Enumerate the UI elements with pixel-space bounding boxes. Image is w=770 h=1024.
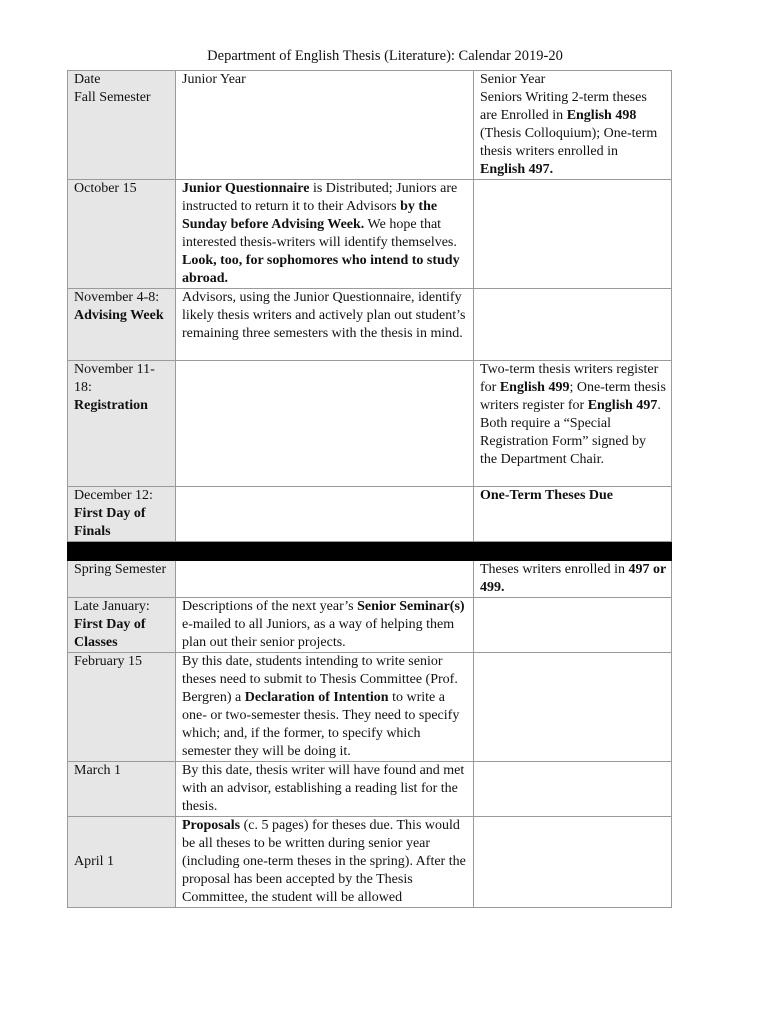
spring-semester-label: Spring Semester [74,562,167,577]
senior-bold: English 499 [499,380,570,395]
date-event-label: Registration [74,398,148,413]
senior-cell [474,817,672,908]
junior-text: By this date, students intending to write senior theses need to submit to Thesis Committee (Prof. Bergren) a [182,654,458,705]
junior-bold: Junior Questionnaire [182,181,310,196]
table-row-spring [68,561,672,598]
junior-cell [176,598,474,653]
senior-text: . Both require a “Special Registration Form” signed by the Department Chair. [480,398,661,467]
date-event-label: First Day of Finals [74,506,146,539]
senior-note [480,90,657,177]
junior-cell [176,361,474,487]
date-cell [68,598,176,653]
junior-text: Descriptions of the next year’s [182,599,358,614]
table-row-late-january [68,598,672,653]
senior-note-text: (Thesis Colloquium); One-term thesis writers enrolled in [480,126,658,159]
date-cell [68,289,176,361]
junior-bold: Senior Seminar(s) [357,599,465,614]
date-cell [68,561,176,598]
date-column-header: Date [74,72,101,87]
date-label: October 15 [74,181,137,196]
divider-cell [176,542,474,561]
junior-text: We hope that interested thesis-writers will identify themselves. [182,217,457,250]
senior-text: ; One-term thesis writers register for [480,380,666,413]
senior-cell [474,289,672,361]
junior-text: By this date, thesis writer will have found and met with an advisor, establishing a reading list for the thesis. [182,763,465,814]
date-cell [68,487,176,542]
senior-bold: English 497 [587,398,658,413]
junior-text: is Distributed; Juniors are instructed to return it to their Advisors [182,181,458,214]
senior-cell [474,762,672,817]
junior-cell [176,762,474,817]
senior-cell [474,487,672,542]
senior-cell [474,653,672,762]
senior-cell [474,598,672,653]
senior-cell [474,361,672,487]
junior-text: (c. 5 pages) for theses due. This would be all theses to be written during senior year (including one-term theses in the spring). After the proposal has been accepted by the Thesis Committee, the student will be allowed [182,818,466,905]
senior-note-text: Seniors Writing 2-term theses are Enrolled in [480,90,647,123]
divider-cell [474,542,672,561]
date-cell [68,180,176,289]
senior-header-cell [474,71,672,180]
senior-bold: 497 or 499. [480,562,666,595]
junior-text: e-mailed to all Juniors, as a way of helping them plan out their senior projects. [182,617,455,650]
date-cell [68,71,176,180]
semester-divider [68,542,672,561]
table-row-mar-1 [68,762,672,817]
date-label: February 15 [74,654,143,669]
junior-cell [176,487,474,542]
date-cell [68,762,176,817]
junior-bold: Proposals [182,818,241,833]
senior-cell [474,180,672,289]
junior-bold: by the Sunday before Advising Week. [182,199,438,232]
table-row-dec-12 [68,487,672,542]
junior-bold: Declaration of Intention [244,690,389,705]
table-row-oct-15 [68,180,672,289]
date-label: November 11-18: [74,362,155,395]
date-label: April 1 [74,854,115,869]
senior-text: Two-term thesis writers register for [480,362,659,395]
date-cell [68,653,176,762]
junior-cell [176,180,474,289]
date-cell [68,817,176,908]
date-label: March 1 [74,763,122,778]
junior-column-header: Junior Year [182,72,246,87]
date-event-label: First Day of Classes [74,617,146,650]
junior-cell [176,817,474,908]
senior-text: Theses writers enrolled in [480,562,629,577]
table-row-feb-15 [68,653,672,762]
date-label: December 12: [74,488,153,503]
junior-header-cell [176,71,474,180]
junior-text: to write a one- or two-semester thesis. They need to specify which; and, if the former, to specify which semester they will be doing it. [182,690,460,759]
table-row-nov-4-8 [68,289,672,361]
table-row-nov-11-18 [68,361,672,487]
junior-cell [176,653,474,762]
senior-note-bold: English 498 [566,108,637,123]
senior-bold: One-Term Theses Due [480,488,613,503]
senior-cell [474,561,672,598]
junior-cell [176,289,474,361]
table-row-header [68,71,672,180]
junior-text: Advisors, using the Junior Questionnaire, identify likely thesis writers and actively plan out student’s remaining three semesters with the thesis in mind. [182,290,466,341]
senior-column-header: Senior Year [480,72,546,87]
date-event-label: Advising Week [74,308,164,323]
date-label: November 4-8: [74,290,160,305]
junior-cell [176,561,474,598]
page-title: Department of English Thesis (Literature): Calendar 2019-20 [207,48,563,64]
date-cell [68,361,176,487]
senior-note-bold: English 497. [480,162,554,177]
calendar-table [67,70,672,908]
date-label: Late January: [74,599,150,614]
table-row-apr-1 [68,817,672,908]
divider-cell [68,542,176,561]
junior-bold: Look, too, for sophomores who intend to study abroad. [182,253,460,286]
fall-semester-label: Fall Semester [74,90,151,105]
